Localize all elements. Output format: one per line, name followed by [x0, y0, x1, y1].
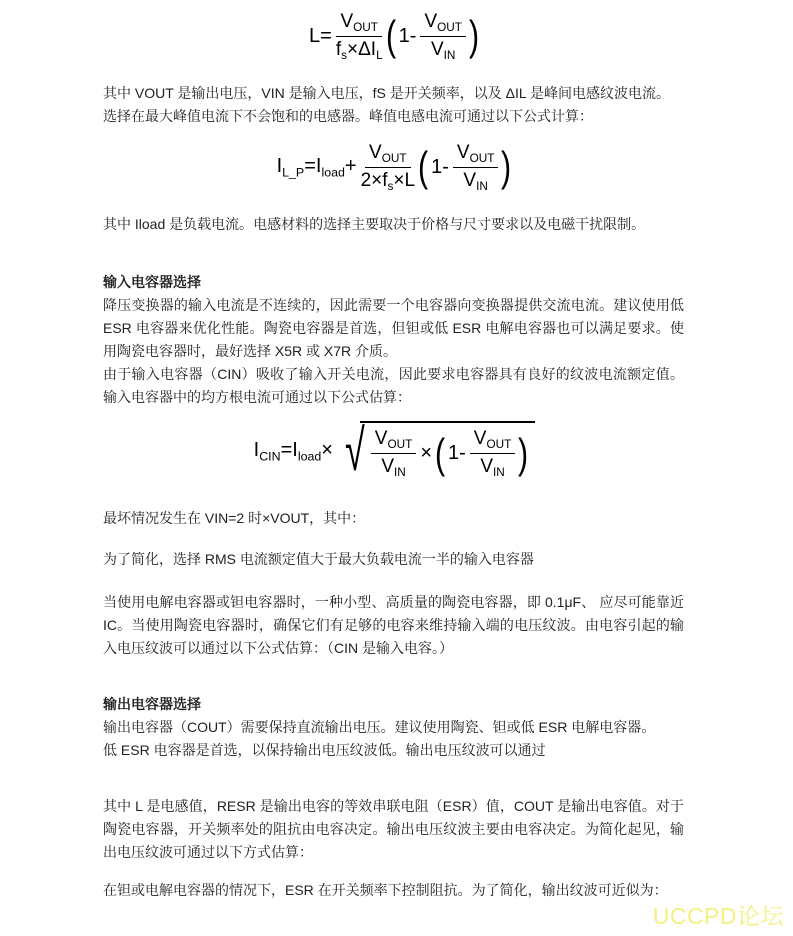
formula-input-cap-rms [103, 418, 684, 484]
one-minus: 1- [448, 442, 466, 464]
open-paren: ( [385, 12, 396, 60]
one-minus: 1- [431, 155, 449, 178]
formula-lhs: $I_{CIN}=I_{load}\times$ [253, 439, 333, 464]
heading-output-capacitor: 输出电容器选择 [103, 696, 201, 712]
fraction: $\frac{V_{OUT}}{V_{IN}}$ [470, 428, 516, 479]
close-paren: ) [501, 143, 512, 191]
forum-watermark: UCCPD论坛 [652, 903, 784, 929]
paragraph-variables: 其中 VOUT 是输出电压，VIN 是输入电压，fS 是开关频率，以及 ΔIL 是峰间电感纹波电流。 选择在最大峰值电流下不会饱和的电感器。峰值电感电流可通过以下公式计算： [103, 85, 671, 124]
paragraph-worst-case: 最坏情况发生在 VIN=2 时×VOUT，其中： [103, 510, 366, 526]
fraction: $\frac{V_{OUT}}{2\times f_s\times L}$ [360, 141, 416, 193]
formula-inductance [103, 10, 684, 62]
heading-input-capacitor: 输入电容器选择 [103, 274, 201, 290]
paragraph-input-cap-intro: 降压变换器的输入电流是不连续的，因此需要一个电容器向变换器提供交流电流。建议使用低 ESR 电容器来优化性能。陶瓷电容器是首选，但钽或低 ESR 电解电容器也可以满足要求。使用陶瓷电容器时，最好选择 X5R 或 X7R 介质。 [103, 297, 684, 359]
radical-sign: √ [344, 418, 365, 484]
document-content [103, 0, 684, 902]
paragraph-resr: 其中 L 是电感值，RESR 是输出电容的等效串联电阻（ESR）值，COUT 是输出电容值。对于陶瓷电容器，开关频率处的阻抗由电容决定。输出电压纹波主要由电容决定。为简化起见，输出电压纹波可通过以下方式估算： [103, 798, 684, 860]
fraction: $\frac{V_{OUT}}{f_s\times\Delta I_L}$ [335, 10, 383, 62]
paragraph-low-esr: 低 ESR 电容器是首选，以保持输出电压纹波低。输出电压纹波可以通过 [103, 742, 546, 758]
paragraph-output-cap-intro: 输出电容器（COUT）需要保持直流输出电压。建议使用陶瓷、钽或低 ESR 电解电容器。 [103, 719, 656, 735]
paragraph-input-cap-rms: 由于输入电容器（CIN）吸收了输入开关电流，因此要求电容器具有良好的纹波电流额定值。输入电容器中的均方根电流可通过以下公式估算： [103, 366, 684, 405]
one-minus: 1- [398, 24, 417, 47]
close-paren: ) [468, 12, 480, 60]
paragraph-ceramic-bypass: 当使用电解电容器或钽电容器时，一种小型、高质量的陶瓷电容器，即 0.1μF、 应尽可能靠近 IC。当使用陶瓷电容器时，确保它们有足够的电容来维持输入端的电压纹波。由电容引起的输入电压纹波可以通过以下公式估算：（CIN 是输入电容。） [103, 594, 684, 656]
fraction: $\frac{V_{OUT}}{V_{IN}}$ [453, 142, 499, 193]
close-paren: ) [518, 429, 529, 477]
paragraph-iload: 其中 Iload 是负载电流。电感材料的选择主要取决于价格与尺寸要求以及电磁干扰限制。 [103, 216, 646, 232]
open-paren: ( [434, 429, 446, 477]
paragraph-tantalum-esr: 在钽或电解电容器的情况下，ESR 在开关频率下控制阻抗。为了简化，输出纹波可近似为： [103, 882, 668, 898]
formula-lhs: $I_{L\_P}=I_{load}+$ [276, 155, 357, 180]
formula-lhs: L= [309, 24, 332, 47]
formula-peak-current [103, 138, 684, 196]
fraction: $\frac{V_{OUT}}{V_{IN}}$ [371, 428, 417, 479]
open-paren: ( [418, 143, 429, 191]
paragraph-simplify-rms: 为了简化，选择 RMS 电流额定值大于最大负载电流一半的输入电容器 [103, 551, 534, 567]
times-sign: × [420, 442, 432, 464]
fraction: $\frac{V_{OUT}}{V_{IN}}$ [420, 11, 466, 62]
square-root [339, 418, 535, 484]
